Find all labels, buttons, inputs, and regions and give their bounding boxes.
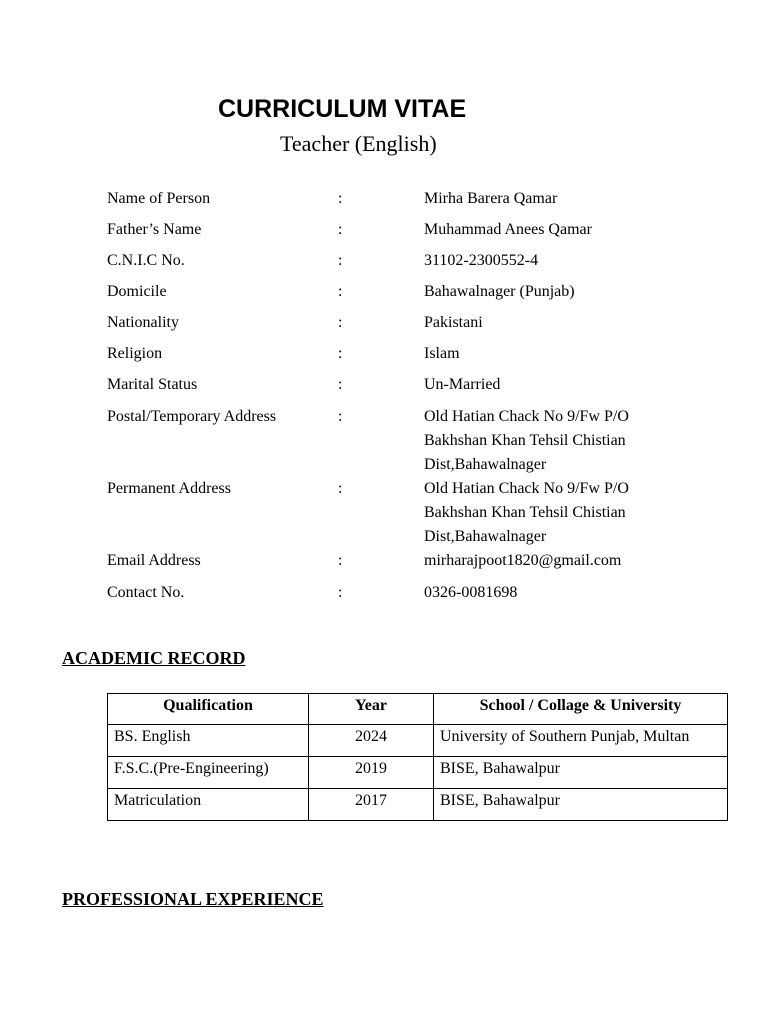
column-header-school: School / Collage & University: [434, 694, 728, 725]
table-row: [108, 757, 728, 789]
academic-record-table: [107, 693, 728, 821]
info-row-contact: [107, 581, 707, 605]
info-row-email: [107, 549, 707, 573]
year-cell: 2019: [309, 757, 434, 789]
table-row: [108, 789, 728, 821]
info-label: Email Address: [107, 552, 201, 569]
info-row-name: [107, 187, 707, 211]
info-value: mirharajpoot1820@gmail.com: [424, 552, 622, 569]
info-value: Old Hatian Chack No 9/Fw P/O Bakhshan Khan Tehsil Chistian Dist,Bahawalnager: [424, 408, 629, 473]
info-separator: :: [338, 552, 343, 569]
info-label: Contact No.: [107, 584, 185, 601]
info-separator: :: [338, 408, 343, 425]
info-separator: :: [338, 221, 343, 238]
info-row-religion: [107, 342, 707, 366]
info-row-postal-address: [107, 405, 707, 477]
document-subtitle: Teacher (English): [280, 131, 437, 156]
info-row-father-name: [107, 218, 707, 242]
info-row-permanent-address: [107, 477, 707, 549]
column-header-qualification: Qualification: [108, 694, 309, 725]
info-row-cnic: [107, 249, 707, 273]
info-separator: :: [338, 584, 343, 601]
info-value: 31102-2300552-4: [424, 252, 539, 269]
info-separator: :: [338, 314, 343, 331]
info-separator: :: [338, 283, 343, 300]
year-cell: 2024: [309, 725, 434, 757]
info-value: Old Hatian Chack No 9/Fw P/O Bakhshan Khan Tehsil Chistian Dist,Bahawalnager: [424, 480, 629, 545]
info-separator: :: [338, 252, 343, 269]
info-value: Muhammad Anees Qamar: [424, 221, 592, 238]
info-label: Nationality: [107, 314, 179, 331]
school-cell: University of Southern Punjab, Multan: [434, 725, 728, 757]
info-label: C.N.I.C No.: [107, 252, 185, 269]
info-value: Islam: [424, 345, 460, 362]
info-label: Religion: [107, 345, 163, 362]
info-separator: :: [338, 190, 343, 207]
qualification-cell: BS. English: [108, 725, 309, 757]
school-cell: BISE, Bahawalpur: [434, 757, 728, 789]
info-value: Mirha Barera Qamar: [424, 190, 558, 207]
professional-experience-heading: PROFESSIONAL EXPERIENCE: [62, 889, 324, 909]
info-separator: :: [338, 345, 343, 362]
info-row-domicile: [107, 280, 707, 304]
table-row: [108, 725, 728, 757]
info-row-nationality: [107, 311, 707, 335]
info-label: Domicile: [107, 283, 167, 300]
table-header-row: [108, 694, 728, 725]
qualification-cell: F.S.C.(Pre-Engineering): [108, 757, 309, 789]
document-title: CURRICULUM VITAE: [218, 95, 467, 123]
year-cell: 2017: [309, 789, 434, 821]
info-value: Un-Married: [424, 376, 501, 393]
personal-info: [107, 187, 707, 605]
info-value: 0326-0081698: [424, 584, 518, 601]
info-value: Bahawalnager (Punjab): [424, 283, 575, 300]
info-label: Permanent Address: [107, 480, 231, 497]
school-cell: BISE, Bahawalpur: [434, 789, 728, 821]
info-separator: :: [338, 480, 343, 497]
info-value: Pakistani: [424, 314, 483, 331]
column-header-year: Year: [309, 694, 434, 725]
academic-record-heading: ACADEMIC RECORD: [62, 648, 246, 668]
info-label: Father’s Name: [107, 221, 202, 238]
info-separator: :: [338, 376, 343, 393]
info-label: Postal/Temporary Address: [107, 408, 277, 425]
qualification-cell: Matriculation: [108, 789, 309, 821]
info-label: Name of Person: [107, 190, 211, 207]
info-row-marital-status: [107, 373, 707, 397]
info-label: Marital Status: [107, 376, 198, 393]
